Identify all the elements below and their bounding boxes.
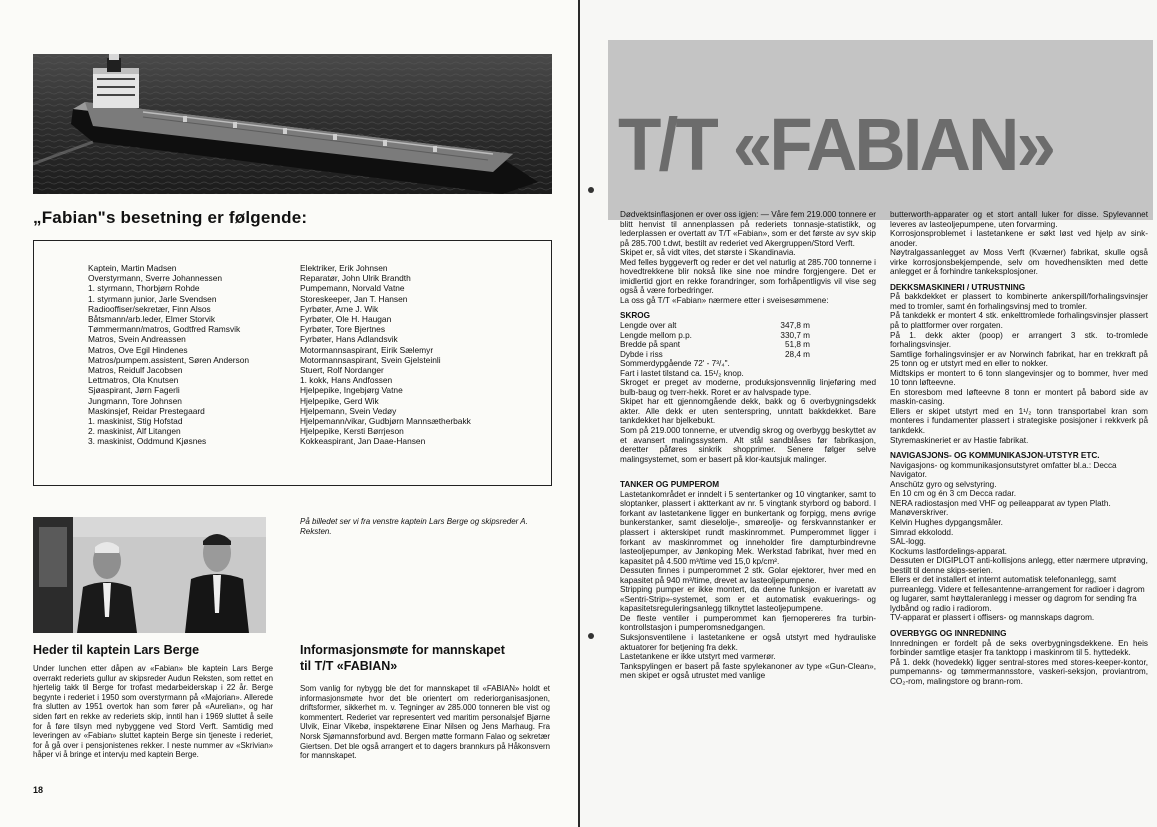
paragraph: Innredningen er fordelt på de seks overbygningsdekkene. En heis forbinder samtlige etasjer fra tanktopp i maskinrom til 5. hyttedekk.: [890, 638, 1148, 658]
crew-member: 1. maskinist, Stig Hofstad: [88, 416, 183, 427]
crew-member: Fyrbøter, Hans Adlandsvik: [300, 334, 398, 345]
spec-label: Lengde mellom p.p.: [620, 330, 692, 340]
crew-member: Radiooffiser/sekretær, Finn Alsos: [88, 303, 211, 314]
article-heading-infomote-line1: Informasjonsmøte for mannskapet: [300, 643, 505, 657]
paragraph: En 10 cm og én 3 cm Decca radar.: [890, 489, 1017, 499]
spec-label: Dybde i riss: [620, 349, 663, 359]
article-heading-infomote-line2: til T/T «FABIAN»: [300, 659, 398, 673]
article-column-1: [620, 210, 876, 681]
paragraph: La oss gå T/T «Fabian» nærmere etter i sveisesømmene:: [620, 295, 829, 305]
spec-label: Bredde på spant: [620, 340, 681, 350]
spec-value: 51,8 m: [784, 340, 810, 350]
paragraph: SAL-logg.: [890, 537, 926, 547]
crew-member: Maskinsjef, Reidar Prestegaard: [88, 405, 205, 416]
paragraph: Manøverskriver.: [890, 508, 949, 518]
paragraph: Korrosjonsproblemet i lastetankene er søkt løst ved hjelp av sink-anoder.: [890, 229, 1148, 248]
spec-value: 330,7 m: [780, 330, 810, 340]
paragraph: butterworth-apparater og et stort antall luker for disse. Spylevannet leveres av lasteoljepumpene, uten forvarming.: [890, 210, 1148, 229]
spec-row: [620, 321, 810, 331]
photo-caption: På billedet ser vi fra venstre kaptein Lars Berge og skipsreder A. Reksten.: [300, 517, 528, 536]
paragraph: NERA radiostasjon med VHF og peileapparat av typen Plath.: [890, 498, 1111, 508]
article-body-berge: Under lunchen etter dåpen av «Fabian» ble kaptein Lars Berge overrakt rederiets gullur av skipsreder Audun Reksten, som rettet en hjertelig takk til Berge for trofast medarbeiderskap i 22 år. Berge begynte i rederiet i 1950 som overstyrmann på «Majorian». Allerede fra slutten av 1951 overtok han som fører på «Aurelian», og har siden ført en rekke av rederiets skip, inntil han i 1969 sluttet å seile for å føre tilsyn med nybyggene ved Stord Verft. Samtidig med leveringen av «Fabian» sluttet kaptein Berge sin tjeneste i rederiet, for å gå over i pensjonistenes rekker. I neste nummer av «Skrivian» håper vi å bringe et intervju med kaptein Berge.: [33, 664, 273, 760]
paragraph: Ellers er det installert et internt automatisk telefonanlegg, samt purreanlegg. Videre et fellesantenne-arrangement for radioer i dagrom og lugarer, samt høyttaleranlegg i messer og dagrom for sending fra lydbånd og radio i radiorom.: [890, 575, 1145, 613]
paragraph: Lastetankene er ikke utstyrt med varmerør.: [620, 652, 776, 662]
paragraph: Kockums lastfordelings-apparat.: [890, 546, 1007, 556]
section-heading-nav: NAVIGASJONS- OG KOMMUNIKASJON-UTSTYR ETC.: [890, 451, 1100, 461]
crew-member: Båtsmann/arb.leder, Elmer Storvik: [88, 314, 216, 325]
crew-member: 1. kokk, Hans Andfossen: [300, 375, 393, 386]
ship-photo: [33, 54, 552, 194]
paragraph: Styremaskineriet er av Hastie fabrikat.: [890, 435, 1029, 445]
crew-member: Storeskeeper, Jan T. Hansen: [300, 293, 408, 304]
paragraph: På bakkdekket er plassert to kombinerte ankerspill/forhalingsvinsjer med to tromler, samt én forhalingsvinsj med to tromler.: [890, 292, 1148, 311]
crew-member: 2. maskinist, Alf Litangen: [88, 426, 181, 437]
crew-member: 1. styrmann, Thorbjørn Rohde: [88, 283, 200, 294]
tanker-text: [620, 490, 876, 681]
crew-member: Hjelpepike, Gerd Wik: [300, 395, 379, 406]
crew-member: 3. maskinist, Oddmund Kjøsnes: [88, 436, 207, 447]
spec-value: 347,8 m: [780, 321, 810, 331]
crew-member: Fyrbøter, Ole H. Haugan: [300, 314, 392, 325]
spec-table: [620, 321, 876, 359]
two-men-photo: [33, 517, 266, 633]
page-number: 18: [33, 785, 44, 795]
paragraph: Som på 219.000 tonnerne, er utvendig skrog og overbygg beskyttet av et avansert malingssystem. Alt stål sandblåses før fabrikasjon, deretter påføres sinkrik shopprimer. Senere følger selve malingsystemet, som er basert på klor-kautsjuk malinger.: [620, 426, 876, 464]
article-heading-infomote: [300, 642, 550, 674]
skrog-text: [620, 378, 876, 464]
paragraph: Suksjonsventilene i lastetankene er også utstyrt med hydrauliske aktuatorer for betjening fra dekk.: [620, 632, 876, 652]
paragraph: Dessuten finnes i pumperommet 2 stk. Golar ejektorer, hver med en kapasitet på 940 m³/time, drevet av lasteoljepumpene.: [620, 566, 876, 585]
page-title: T/T «FABIAN»: [618, 103, 1054, 186]
intro-text: [620, 210, 876, 305]
left-page: [0, 0, 578, 827]
paragraph: Simrad ekkolodd.: [890, 527, 954, 537]
spec-line: Fart i lastet tilstand ca. 15¹/₂ knop.: [620, 368, 744, 378]
crew-member: Motormannsaspirant, Svein Gjelsteinli: [300, 354, 441, 365]
paragraph: Midtskips er montert to 6 tonn slangevinsjer og to bommer, hver med 10 tonn løfteevne.: [890, 368, 1148, 388]
crew-heading: „Fabian"s besetning er følgende:: [33, 208, 308, 227]
crew-member: Kokkeaspirant, Jan Daae-Hansen: [300, 436, 426, 447]
crew-member: Matros, Svein Andreassen: [88, 334, 186, 345]
spec-row: [620, 350, 810, 360]
nav-text: [890, 461, 1148, 623]
paragraph: En storesbom med løfteevne 8 tonn er montert på babord side av maskin-casing.: [890, 387, 1148, 407]
crew-member: 1. styrmann junior, Jarle Svendsen: [88, 293, 217, 304]
spec-row: [620, 340, 810, 350]
section-heading-dekk: DEKKSMASKINERI / UTRUSTNING: [890, 282, 1026, 292]
tanker-ship-image: [33, 54, 552, 194]
crew-member: Overstyrmann, Sverre Johannessen: [88, 273, 223, 284]
paragraph: På tankdekk er montert 4 stk. enkelttromlede forhalingsvinsjer plassert på to plattformer over rorgaten.: [890, 311, 1148, 331]
crew-list-column-2: [300, 263, 540, 447]
crew-member: Reparatør, John Ulrik Brandth: [300, 273, 411, 284]
paragraph: Skipet er, så vidt vites, det største i Skandinavia.: [620, 248, 796, 258]
crew-member: Motormannsaspirant, Eirik Sælemyr: [300, 344, 434, 355]
spec-row: [620, 331, 810, 341]
paragraph: Anschütz gyro og selvstyring.: [890, 479, 997, 489]
paragraph: Nøytralgassanlegget av Moss Verft (Kværner) fabrikat, skulle også virke korrosjonsbekjempende, selv om hovedhensikten med dette anlegget er å forhindre tankeksplosjoner.: [890, 248, 1148, 277]
dekk-text: [890, 292, 1148, 445]
binding-hole-mark: [588, 187, 594, 193]
crew-member: Kaptein, Martin Madsen: [88, 263, 177, 273]
right-page: [580, 0, 1157, 827]
spec-line: Sommerdypgående 72' - 7³/₄".: [620, 359, 730, 369]
paragraph: Samtlige forhalingsvinsjer er av Norwinch fabrikat, har en trekkraft på 25 tonn og er utstyrt med en eller to nokker.: [890, 349, 1148, 369]
section-heading-skrog: SKROG: [620, 311, 651, 321]
crew-member: Jungmann, Tore Johnsen: [88, 395, 182, 406]
paragraph: Lastetankområdet er inndelt i 5 sentertanker og 10 vingtanker, samt to sloptanker, plassert i aktterkant av nr. 5 vingtank styrbord og babord. I forkant av lastetankene ligger en bunkertank og forpigg, mens øvrige bunkerstanker, samt dieselolje-, smøreolje- og ferskvannstanker er plassert i akterskipet rundt maskinrommet. Pumperommet ligger i forkant av maskinrommet og inneholder fire dampturbindrevne lasteoljepumper, av Jønkoping Mek. Werkstad fabrikat, hver med en kapasitet på 4.500 m³/time ved 15,0 kp/cm².: [620, 489, 876, 566]
col2-intro-text: [890, 210, 1148, 277]
crew-member: Fyrbøter, Arne J. Wik: [300, 303, 379, 314]
paragraph: De fleste ventiler i pumperommet kan fjernopereres fra turbin-kontrollstasjon i pumperomsnedgangen.: [620, 613, 876, 633]
crew-member: Stuert, Rolf Nordanger: [300, 365, 384, 376]
article-column-2: [890, 210, 1148, 686]
crew-member: Hjelpepike, Ingebjørg Vatne: [300, 385, 403, 396]
crew-member: Lettmatros, Ola Knutsen: [88, 375, 179, 386]
crew-member: Sjøaspirant, Jørn Fagerli: [88, 385, 180, 396]
paragraph: Tankspylingen er basert på faste spylekanoner av type «Gun-Clean», men skipet er også utrustet med vanlige: [620, 661, 876, 681]
paragraph: Navigasjons- og kommunikasjonsutstyret omfatter bl.a.: Decca Navigator.: [890, 460, 1117, 480]
paragraph: Dessuten er DIGIPLOT anti-kollisjons anlegg, etter nærmere utprøving, bestilt til denne skips-serien.: [890, 556, 1148, 575]
section-heading-overbygg: OVERBYGG OG INNREDNING: [890, 628, 1007, 638]
paragraph: Kelvin Hughes dypgangsmåler.: [890, 517, 1003, 527]
paragraph: Dødvektsinflasjonen er over oss igjen: — Våre fem 219.000 tonnere er blitt henvist til annenplassen på rederiets tonnasje-statistikk, og lederplassen er overtatt av T/T «Fabian», som er det første av syv skip på 285.700 t.dwt, bestilt av rederiet ved Akergruppen/Stord Verft.: [620, 210, 876, 248]
article-body-infomote: Som vanlig for nybygg ble det for mannskapet til «FABIAN» holdt et informasjonsmøte hvor det ble orientert om rederiorganisasjonen, driftsformer, sikkerhet m. v. Tegninger av 285.000 tonneren ble vist og kommentert. Rederiet var representert ved maritim personalsjef Bjørne Ulvik, Einar Vikebø, inspektørene Einar Nilsen og Jens Marhaug. Fra Norsk Sjømannsforbund avd. Bergen møtte formann Falao og sekretær Giertsen. Det ble også arrangert et to dagers brannkurs på Håkonsvern for mannskapet.: [300, 684, 550, 761]
crew-member: Hjelpepike, Kersti Børrjeson: [300, 426, 404, 437]
paragraph: Stripping pumper er ikke montert, da denne funksjon er ivaretatt av «Sentri-Strip»-systemet, som er et automatisk evakuerings- og kapasitetsreguleringsanlegg tilknyttet lasteoljepumpene.: [620, 585, 876, 614]
paragraph: På 1. dekk (hovedekk) ligger sentral-stores med stores-keeper-kontor, pumpemanns- og tømmermannsstore, vaskeri-seksjon, proviantrom, CO₂-rom, malingstore og brann-rom.: [890, 657, 1148, 686]
crew-member: Pumpemann, Norvald Vatne: [300, 283, 405, 294]
paragraph: Skipet har ett gjennomgående dekk, bakk og 6 overbygningsdekk akter. Alle dekk er uten senterspring, unntatt bakkdekket. Bare tankdekket har bjelkebukt.: [620, 397, 876, 426]
crew-member: Tømmermann/matros, Godtfred Ramsvik: [88, 324, 241, 335]
crew-member: Matros, Ove Egil Hindenes: [88, 344, 188, 355]
crew-member: Matros/pumpem.assistent, Søren Anderson: [88, 354, 250, 365]
crew-member: Fyrbøter, Tore Bjertnes: [300, 324, 386, 335]
article-heading-berge: Heder til kaptein Lars Berge: [33, 643, 200, 657]
paragraph: På 1. dekk akter (poop) er arrangert 3 stk. to-tromlede forhalingsvinsjer.: [890, 330, 1148, 350]
portrait-photo: [33, 517, 266, 633]
overbygg-text: [890, 639, 1148, 687]
crew-member: Hjelpemann/vikar, Gudbjørn Mannsætherbakk: [300, 416, 471, 427]
paragraph: Ellers er skipet utstyrt med en 1¹/₂ tonn transportabel kran som monteres i fundamenter plassert i strategiske posisjoner i rekkverk på tankdekk.: [890, 406, 1148, 436]
crew-member: Matros, Reidulf Jacobsen: [88, 365, 183, 376]
paragraph: Skroget er preget av moderne, produksjonsvennlig linjeføring med bulb-baug og tverr-hekk. Roret er av halvspade type.: [620, 378, 876, 397]
crew-list-column-1: [88, 263, 293, 447]
binding-hole-mark: [588, 633, 594, 639]
crew-member: Hjelpemann, Svein Vedøy: [300, 405, 397, 416]
crew-member: Elektriker, Erik Johnsen: [300, 263, 388, 273]
paragraph: TV-apparat er plassert i offisers- og mannskaps dagrom.: [890, 613, 1095, 623]
spec-label: Lengde over alt: [620, 321, 677, 331]
section-heading-tanker: TANKER OG PUMPEROM: [620, 480, 720, 490]
crew-list-box: [33, 240, 552, 486]
spec-extra: [620, 359, 876, 378]
paragraph: Med felles byggeverft og reder er det vel naturlig at 285.700 tonnerne i hovedtrekkene blir nokså like sine noe mindre forgjengere. Det er imidlertid gjort en rekke forandringer, som forhåpentligvis vil vise seg også å være forbedringer.: [620, 257, 876, 296]
spec-value: 28,4 m: [784, 349, 810, 359]
